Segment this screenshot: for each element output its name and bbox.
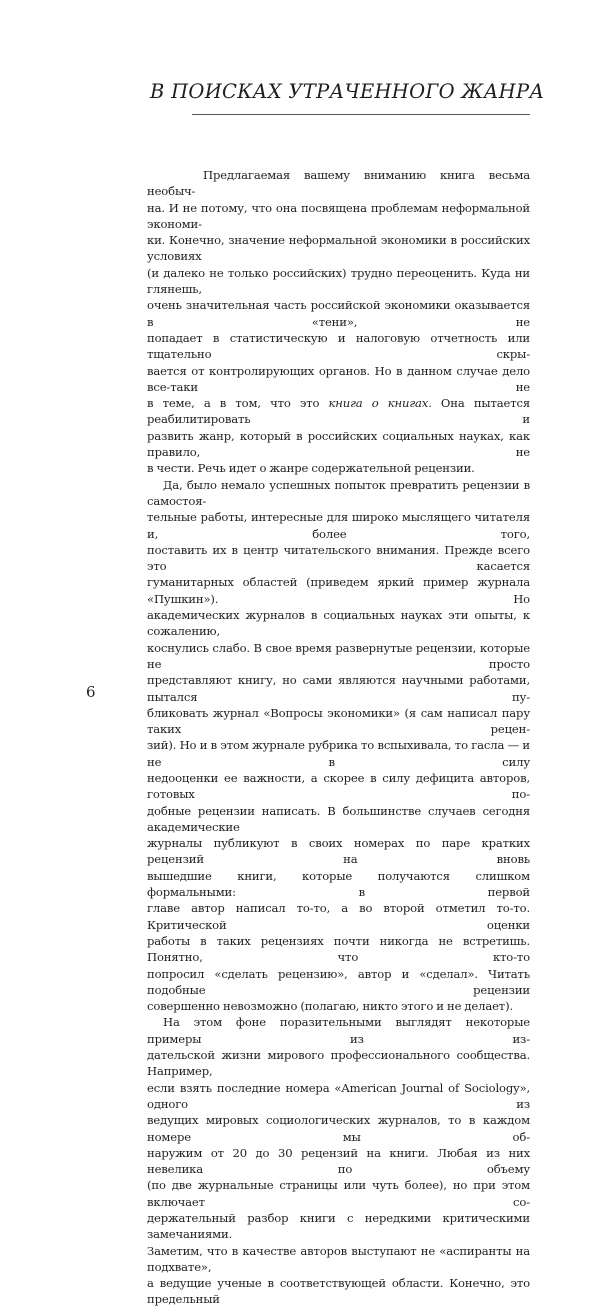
chapter-title: В ПОИСКАХ УТРАЧЕННОГО ЖАНРА xyxy=(150,80,545,103)
text-line: (и далеко не только российских) трудно переоценить. Куда ни глянешь, xyxy=(147,265,530,297)
text-line: Заметим, что в качестве авторов выступают не «аспиранты на подхвате», xyxy=(147,1243,530,1274)
text-line: На этом фоне поразительными выглядят некоторые примеры из из- xyxy=(147,1015,530,1046)
text-line: очень значительная часть российской экономики оказывается в «тени», не xyxy=(147,298,530,329)
text-line: (по две журнальные страницы или чуть более), но при этом включает со- xyxy=(147,1178,530,1209)
text-line: попросил «сделать рецензию», автор и «сделал». Читать подобные рецензии xyxy=(147,966,530,997)
text-line: представляют книгу, но сами являются научными работами, пытался пу- xyxy=(147,673,530,704)
text-line: ведущих мировых социологических журналов, то в каждом номере мы об- xyxy=(147,1113,530,1144)
text-line: в чести. Речь идет о жанре содержательной рецензии. xyxy=(147,461,475,476)
text-line: зий). Но и в этом журнале рубрика то вспыхивала, то гасла — и не в силу xyxy=(147,738,530,769)
text-line: дательской жизни мирового профессионального сообщества. Например, xyxy=(147,1048,530,1079)
italic-phrase: книга о книгах xyxy=(328,396,429,411)
text-line: поставить их в центр читательского внимания. Прежде всего это касается xyxy=(147,542,530,574)
body-text xyxy=(147,167,530,1308)
text-line: добные рецензии написать. В большинстве случаев сегодня академические xyxy=(147,803,530,834)
text-line: держательный разбор книги с нередкими критическими замечаниями. xyxy=(147,1211,530,1242)
text-line: гуманитарных областей (приведем яркий пример журнала «Пушкин»). Но xyxy=(147,575,530,606)
text-line: недооценки ее важности, а скорее в силу дефицита авторов, готовых по- xyxy=(147,770,530,802)
text-line: а ведущие ученые в соответствующей области. Конечно, это предельный xyxy=(147,1276,530,1307)
title-rule xyxy=(192,114,530,115)
text-line: на. И не потому, что она посвящена проблемам неформальной экономи- xyxy=(147,200,530,231)
text-line: попадает в статистическую и налоговую отчетность или тщательно скры- xyxy=(147,330,530,362)
text-line: академических журналов в социальных науках эти опыты, к сожалению, xyxy=(147,608,530,639)
text-line: вается от контролирующих органов. Но в данном случае дело все-таки не xyxy=(147,363,530,394)
text-line: развить жанр, который в российских социальных науках, как правило, не xyxy=(147,428,530,460)
text-line: работы в таких рецензиях почти никогда не встретишь. Понятно, что кто-то xyxy=(147,933,530,965)
text-line: коснулись слабо. В свое время развернутые рецензии, которые не просто xyxy=(147,640,530,671)
text-line: Да, было немало успешных попыток превратить рецензии в самостоя- xyxy=(147,477,530,508)
text-line: вышедшие книги, которые получаются слишком формальными: в первой xyxy=(147,868,530,900)
text-line: бликовать журнал «Вопросы экономики» (я сам написал пару таких рецен- xyxy=(147,705,530,737)
text-line: ки. Конечно, значение неформальной экономики в российских условиях xyxy=(147,233,530,264)
text-line: главе автор написал то-то, а во второй отметил то-то. Критической оценки xyxy=(147,901,530,932)
text-line: наружим от 20 до 30 рецензий на книги. Любая из них невелика по объему xyxy=(147,1145,530,1177)
text-line: совершенно невозможно (полагаю, никто этого и не делает). xyxy=(147,999,513,1014)
text-line: Предлагаемая вашему вниманию книга весьма необыч- xyxy=(147,168,530,199)
text-line: тельные работы, интересные для широко мыслящего читателя и, более того, xyxy=(147,510,530,541)
text-line: журналы публикуют в своих номерах по паре кратких рецензий на вновь xyxy=(147,836,530,867)
page-number: 6 xyxy=(86,683,96,701)
text-line: в теме, а в том, что это книга о книгах. Она пытается реабилитировать и xyxy=(147,396,530,427)
text-line: если взять последние номера «American Journal of Sociology», одного из xyxy=(147,1080,530,1111)
